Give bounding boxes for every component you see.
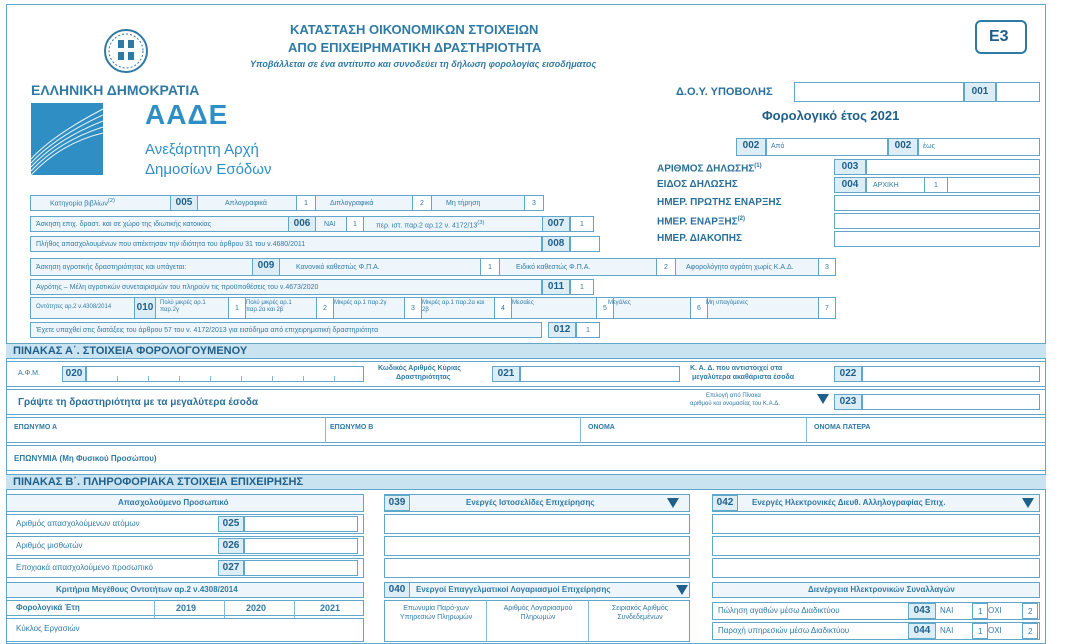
book-option-1: Απλογραφικά: [225, 200, 267, 207]
staff-row-code: 026: [218, 538, 244, 554]
period-to-field[interactable]: έως: [918, 138, 1040, 156]
surname-a-label: ΕΠΩΝΥΜΟ Α: [14, 424, 58, 431]
entities-label: Οντότητες αρ.2 ν.4308/2014: [36, 304, 112, 310]
ecom-no-check[interactable]: 2: [1022, 603, 1038, 619]
email-label: Ενεργές Ηλεκτρονικές Διευθ. Αλληλογραφίας Επιχ.: [752, 498, 946, 507]
farmer-label: Αγρότης – Μέλη αγροτικών συνεταιρισμών του πληρούν τις προϋποθέσεις του ν.4673/2020: [36, 284, 319, 291]
agri-opt-1: Κανονικό καθεστώς Φ.Π.Α.: [296, 264, 380, 271]
year-2019: 2019: [176, 603, 197, 613]
entity-option-check[interactable]: 7: [818, 297, 836, 319]
names-divider-1: [325, 417, 326, 443]
k23-field[interactable]: [862, 394, 1040, 410]
book-option-3: Μη τήρηση: [446, 200, 481, 207]
eponymia-label: ΕΠΩΝΥΜΙΑ (Μη Φυσικού Προσώπου): [14, 454, 157, 463]
entity-option-label: Μικρές αρ.1 παρ.2α και 2β: [422, 300, 485, 313]
aade-logo-icon: [31, 103, 103, 175]
code-007: 007: [542, 216, 570, 232]
home-activity-label: Άσκηση επιχ. δραστ. και σε χώρο της ιδιωτικής κατοικίας: [36, 221, 212, 228]
surname-b-label: ΕΠΩΝΥΜΟ Β: [330, 424, 374, 431]
entity-option-label: Πολύ μικρές αρ.1 παρ.2α και 2β: [246, 300, 292, 313]
email-field-3[interactable]: [712, 558, 1040, 578]
bank-divider-2: [588, 600, 589, 642]
activity-label: Γράψτε τη δραστηριότητα με τα μεγαλύτερα έσοδα: [18, 397, 259, 408]
code-042: 042: [712, 495, 738, 511]
web-field-2[interactable]: [384, 536, 690, 556]
name-label: ΟΝΟΜΑ: [588, 424, 615, 431]
end-date-field[interactable]: [834, 231, 1040, 247]
afm-digit-divider: [241, 376, 242, 382]
employees-count-label: Πλήθος απασχολουμένων που απέκτησαν την ιδιότητα του άρθρου 31 του ν.4680/2011: [36, 241, 306, 248]
code-003: 003: [834, 159, 866, 175]
bank-dropdown-icon[interactable]: [676, 585, 688, 595]
code-040: 040: [384, 582, 410, 598]
staff-row-label: Αριθμός απασχολούμενων ατόμων: [16, 519, 140, 528]
law-check[interactable]: 1: [570, 216, 594, 232]
k23-label-1: Επιλογή από Πίνακα: [706, 393, 761, 399]
staff-row-field[interactable]: [244, 560, 358, 576]
code-002-from: 002: [736, 138, 766, 156]
ecom-header-label: Διενέργεια Ηλεκτρονικών Συναλλαγών: [808, 585, 955, 594]
code-021: 021: [492, 366, 520, 382]
entity-option-label: Πολύ μικρές αρ.1 παρ.2γ: [160, 300, 206, 313]
k23-label-2: αριθμού και ονομασίας του Κ.Α.Δ.: [690, 401, 780, 407]
afm-digit-divider: [179, 376, 180, 382]
book-check-1[interactable]: 1: [296, 195, 316, 211]
year-2020: 2020: [246, 603, 267, 613]
staff-row-field[interactable]: [244, 538, 358, 554]
entity-option-label: Μεγάλες: [608, 300, 631, 306]
ecom-row-label: Πώληση αγαθών μέσω Διαδικτύου: [718, 606, 840, 615]
period-from-field[interactable]: Από: [766, 138, 888, 156]
ecom-no-label: ΟΧΙ: [988, 606, 1002, 615]
decl-number-field[interactable]: [866, 159, 1040, 175]
ecom-yes-label: ΝΑΙ: [940, 626, 954, 635]
k22-field[interactable]: [862, 366, 1040, 382]
agri-check-1[interactable]: 1: [480, 258, 500, 276]
book-check-3[interactable]: 3: [524, 195, 544, 211]
ecom-yes-check[interactable]: 1: [972, 623, 988, 639]
afm-digit-divider: [303, 376, 304, 382]
entity-option-check[interactable]: 1: [228, 297, 246, 319]
code-001: 001: [964, 82, 996, 102]
web-dropdown-icon[interactable]: [667, 498, 679, 508]
entity-option-label: Μικρές αρ.1 παρ.2γ: [334, 300, 387, 306]
end-date-label: ΗΜΕΡ. ΔΙΑΚΟΠΗΣ: [657, 233, 742, 244]
staff-row-label: Εποχιακά απασχολούμενο προσωπικό: [16, 563, 153, 572]
staff-row-code: 027: [218, 560, 244, 576]
book-check-2[interactable]: 2: [412, 195, 432, 211]
names-divider-2: [580, 417, 581, 443]
names-divider-3: [806, 417, 807, 443]
code-039: 039: [384, 495, 410, 511]
email-dropdown-icon[interactable]: [1022, 498, 1034, 508]
k23-dropdown-icon[interactable]: [817, 394, 829, 404]
code-020: 020: [62, 366, 86, 382]
bank-divider-1: [486, 600, 487, 642]
kad-field[interactable]: [520, 366, 680, 382]
form-code-badge: [975, 20, 1027, 54]
entity-option-label: Μεσαίες: [512, 300, 534, 306]
agri-opt-3: Αφορολόγητο αγρότη χωρίς Κ.Α.Δ.: [686, 264, 794, 271]
code-005: 005: [170, 195, 198, 211]
doy-value-field[interactable]: [996, 82, 1040, 102]
code-022: 022: [834, 366, 862, 382]
agri-label: Άσκηση αγροτικής δραστηριότητας και υπάγεται:: [36, 264, 187, 271]
form-code: E3: [989, 28, 1009, 45]
bank-label: Ενεργοί Επαγγελματικοί Λογαριασμοί Επιχείρησης: [416, 585, 611, 594]
start-date-label: ΗΜΕΡ. ΕΝΑΡΞΗΣ$^{(2)}$: [657, 216, 745, 228]
art57-label: Έχετε υπαχθεί στις διατάξεις του άρθρου 57 του ν. 4172/2013 για εισόδημα από επιχειρηματική δραστηριότητα: [36, 327, 379, 334]
doy-field[interactable]: [794, 82, 964, 102]
first-start-date-label: ΗΜΕΡ. ΠΡΩΤΗΣ ΕΝΑΡΞΗΣ: [657, 197, 782, 208]
first-start-date-field[interactable]: [834, 195, 1040, 211]
tax-year: Φορολογικό έτος 2021: [762, 108, 900, 123]
staff-row-field[interactable]: [244, 516, 358, 532]
afm-digit-divider: [117, 376, 118, 382]
ecom-yes-label: ΝΑΙ: [940, 606, 954, 615]
bank-col-2: Αριθμός Λογαριασμού Πληρωμών: [503, 605, 573, 621]
agri-check-2[interactable]: 2: [656, 258, 676, 276]
k22-label-1: Κ. Α. Δ. που αντιστοιχεί στα: [690, 365, 783, 372]
email-field-2[interactable]: [712, 536, 1040, 556]
decl-type-check[interactable]: 1: [924, 177, 948, 193]
ecom-row-code: 044: [908, 623, 936, 639]
web-label: Ενεργές Ιστοσελίδες Επιχείρησης: [466, 498, 595, 507]
aade-wordmark: ΑΑΔΕ: [145, 99, 229, 130]
entity-option-check[interactable]: 6: [690, 297, 708, 319]
code-004: 004: [834, 177, 866, 193]
book-option-2: Διπλογραφικά: [330, 200, 374, 207]
ecom-yes-check[interactable]: 1: [972, 603, 988, 619]
code-011: 011: [542, 279, 570, 295]
code-009: 009: [252, 258, 280, 276]
staff-row-code: 025: [218, 516, 244, 532]
agri-check-3[interactable]: 3: [818, 258, 836, 276]
year-2021: 2021: [320, 603, 341, 613]
republic-label: ΕΛΛΗΝΙΚΗ ΔΗΜΟΚΡΑΤΙΑ: [31, 82, 200, 98]
ecom-row-label: Παροχή υπηρεσιών μέσω Διαδικτύου: [718, 626, 850, 635]
entity-option-check[interactable]: 3: [404, 297, 422, 319]
kad-label-2: Δραστηριότητας: [396, 374, 451, 381]
web-field-1[interactable]: [384, 514, 690, 534]
bank-col-1: Επωνυμία Παρό-χων Υπηρεσιών Πληρωμών: [399, 605, 473, 621]
code-002-to: 002: [888, 138, 918, 156]
aade-line-1: Ανεξάρτητη Αρχή: [145, 141, 259, 158]
afm-digit-divider: [210, 376, 211, 382]
afm-label: Α.Φ.Μ.: [18, 370, 40, 377]
decl-number-label: ΑΡΙΘΜΟΣ ΔΗΛΩΣΗΣ$^{(1)}$: [657, 163, 762, 175]
code-006: 006: [288, 216, 316, 232]
law-ref: περ. ιστ. παρ.2 αρ.12 ν. 4172/13$^{(3)}$: [376, 220, 485, 230]
entity-option-check[interactable]: 4: [494, 297, 512, 319]
afm-field[interactable]: [86, 366, 364, 382]
entity-option-check[interactable]: 2: [316, 297, 334, 319]
ecom-no-label: ΟΧΙ: [988, 626, 1002, 635]
pinakas-a-title: ΠΙΝΑΚΑΣ Α΄. ΣΤΟΙΧΕΙΑ ΦΟΡΟΛΟΓΟΥΜΕΝΟΥ: [13, 345, 248, 357]
afm-digit-divider: [272, 376, 273, 382]
employees-count-field[interactable]: [570, 236, 600, 252]
bank-col-3: Σειριακός Αριθμός Συνδεδεμένων: [611, 605, 669, 621]
greek-crest-icon: [101, 26, 151, 76]
criteria-label: Κριτήρια Μεγέθους Οντοτήτων αρ.2 ν.4308/2014: [56, 585, 238, 594]
father-label: ΟΝΟΜΑ ΠΑΤΕΡΑ: [814, 424, 871, 431]
home-yes: ΝΑΙ: [324, 221, 336, 228]
form-title-2: ΑΠΟ ΕΠΙΧΕΙΡΗΜΑΤΙΚΗ ΔΡΑΣΤΗΡΙΟΤΗΤΑ: [288, 40, 542, 55]
farmer-check[interactable]: 1: [570, 279, 594, 295]
entity-option-check[interactable]: 5: [596, 297, 614, 319]
form-title-1: ΚΑΤΑΣΤΑΣΗ ΟΙΚΟΝΟΜΙΚΩΝ ΣΤΟΙΧΕΙΩΝ: [290, 22, 539, 37]
home-check[interactable]: 1: [346, 216, 364, 232]
decl-type-field[interactable]: ΑΡΧΙΚΗ: [866, 177, 1040, 193]
start-date-field[interactable]: [834, 213, 1040, 229]
code-012: 012: [548, 322, 576, 338]
aade-line-2: Δημοσίων Εσόδων: [145, 161, 272, 178]
pinakas-b-title: ΠΙΝΑΚΑΣ Β΄. ΠΛΗΡΟΦΟΡΙΑΚΑ ΣΤΟΙΧΕΙΑ ΕΠΙΧΕΙΡΗΣΗΣ: [13, 476, 304, 488]
decl-type-label: ΕΙΔΟΣ ΔΗΛΩΣΗΣ: [657, 179, 738, 190]
entity-option-label: Μη υπαγόμενες: [706, 300, 748, 306]
code-023: 023: [834, 394, 862, 410]
book-category-label: Κατηγορία βιβλίων$^{(2)}$: [50, 198, 115, 208]
eponymia-row: [6, 445, 1046, 471]
staff-row-label: Αριθμός μισθωτών: [16, 541, 83, 550]
ecom-row-code: 043: [908, 603, 936, 619]
years-label: Φορολογικά Έτη: [16, 603, 80, 612]
email-field-1[interactable]: [712, 514, 1040, 534]
art57-check[interactable]: 1: [576, 322, 600, 338]
doy-label: Δ.Ο.Υ. ΥΠΟΒΟΛΗΣ: [676, 86, 773, 98]
turnover-label: Κύκλος Εργασιών: [16, 624, 80, 633]
afm-digit-divider: [334, 376, 335, 382]
names-row: [6, 417, 1046, 443]
k22-label-2: μεγαλύτερα ακαθάριστα έσοδα: [692, 374, 795, 381]
staff-header-label: Απασχολούμενο Προσωπικό: [118, 498, 229, 507]
agri-opt-2: Ειδικό καθεστώς Φ.Π.Α.: [516, 264, 591, 271]
code-008: 008: [542, 236, 570, 252]
ecom-no-check[interactable]: 2: [1022, 623, 1038, 639]
code-010: 010: [134, 297, 156, 319]
kad-label-1: Κωδικός Αριθμός Κύριας: [378, 365, 461, 372]
form-subtitle: Υποβάλλεται σε ένα αντίτυπο και συνοδεύει τη δήλωση φορολογίας εισοδήματος: [250, 59, 597, 69]
afm-digit-divider: [148, 376, 149, 382]
web-field-3[interactable]: [384, 558, 690, 578]
